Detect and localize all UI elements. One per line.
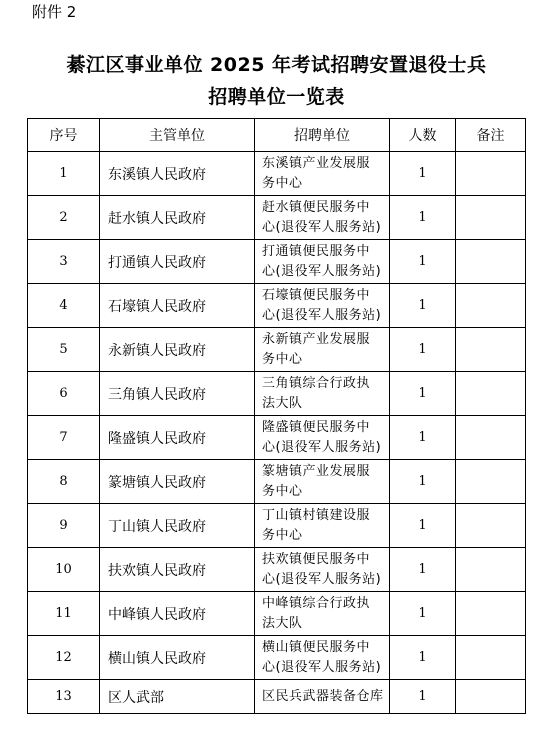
unit-line-1: 三角镇综合行政执 <box>262 375 371 391</box>
unit-line-2: 心(退役军人服务站) <box>262 263 382 279</box>
cell-note <box>456 372 526 416</box>
cell-unit <box>255 196 390 240</box>
cell-count: 1 <box>390 152 456 196</box>
cell-note <box>456 460 526 504</box>
unit-line-2: 心(退役军人服务站) <box>262 219 382 235</box>
header-note: 备注 <box>456 119 526 152</box>
cell-dept: 丁山镇人民政府 <box>100 504 255 548</box>
cell-seq: 3 <box>28 240 100 284</box>
unit-line-2: 法大队 <box>262 395 303 411</box>
cell-count: 1 <box>390 548 456 592</box>
cell-count: 1 <box>390 372 456 416</box>
cell-note <box>456 636 526 680</box>
unit-line-1: 篆塘镇产业发展服 <box>262 463 371 479</box>
cell-dept: 扶欢镇人民政府 <box>100 548 255 592</box>
cell-seq: 4 <box>28 284 100 328</box>
unit-line-1: 区民兵武器装备仓库 <box>262 688 384 704</box>
cell-seq: 6 <box>28 372 100 416</box>
cell-dept: 隆盛镇人民政府 <box>100 416 255 460</box>
document-title-line-1: 綦江区事业单位 2025 年考试招聘安置退役士兵 <box>66 54 487 76</box>
table-row <box>28 636 526 680</box>
cell-dept: 东溪镇人民政府 <box>100 152 255 196</box>
cell-seq: 7 <box>28 416 100 460</box>
unit-line-1: 永新镇产业发展服 <box>262 331 371 347</box>
cell-count: 1 <box>390 504 456 548</box>
attachment-label: 附件 2 <box>32 3 77 21</box>
header-dept: 主管单位 <box>100 119 255 152</box>
cell-note <box>456 328 526 372</box>
header-count: 人数 <box>390 119 456 152</box>
cell-unit <box>255 592 390 636</box>
unit-line-1: 丁山镇村镇建设服 <box>262 507 371 523</box>
table-row <box>28 416 526 460</box>
cell-seq: 2 <box>28 196 100 240</box>
cell-count: 1 <box>390 240 456 284</box>
cell-note <box>456 592 526 636</box>
cell-count: 1 <box>390 196 456 240</box>
cell-count: 1 <box>390 284 456 328</box>
cell-unit <box>255 372 390 416</box>
table-row <box>28 240 526 284</box>
unit-line-2: 务中心 <box>262 351 303 367</box>
cell-seq: 1 <box>28 152 100 196</box>
cell-unit <box>255 636 390 680</box>
cell-note <box>456 548 526 592</box>
table-row <box>28 284 526 328</box>
cell-dept: 中峰镇人民政府 <box>100 592 255 636</box>
cell-unit <box>255 328 390 372</box>
cell-unit <box>255 504 390 548</box>
unit-line-1: 东溪镇产业发展服 <box>262 155 371 171</box>
cell-seq: 12 <box>28 636 100 680</box>
cell-count: 1 <box>390 416 456 460</box>
unit-line-1: 隆盛镇便民服务中 <box>262 419 371 435</box>
cell-unit <box>255 680 390 714</box>
cell-note <box>456 240 526 284</box>
table-row <box>28 548 526 592</box>
unit-line-2: 务中心 <box>262 527 303 543</box>
cell-seq: 8 <box>28 460 100 504</box>
cell-dept: 赶水镇人民政府 <box>100 196 255 240</box>
recruitment-table <box>27 118 526 714</box>
cell-dept: 区人武部 <box>100 680 255 714</box>
header-seq: 序号 <box>28 119 100 152</box>
unit-line-1: 中峰镇综合行政执 <box>262 595 371 611</box>
table-row <box>28 460 526 504</box>
unit-line-2: 心(退役军人服务站) <box>262 571 382 587</box>
unit-line-2: 心(退役军人服务站) <box>262 659 382 675</box>
cell-note <box>456 284 526 328</box>
cell-dept: 篆塘镇人民政府 <box>100 460 255 504</box>
cell-seq: 10 <box>28 548 100 592</box>
unit-line-2: 心(退役军人服务站) <box>262 439 382 455</box>
table-row <box>28 504 526 548</box>
cell-unit <box>255 548 390 592</box>
cell-count: 1 <box>390 328 456 372</box>
unit-line-1: 横山镇便民服务中 <box>262 639 371 655</box>
header-unit: 招聘单位 <box>255 119 390 152</box>
cell-note <box>456 504 526 548</box>
cell-seq: 13 <box>28 680 100 714</box>
cell-count: 1 <box>390 636 456 680</box>
cell-count: 1 <box>390 680 456 714</box>
cell-note <box>456 680 526 714</box>
unit-line-2: 法大队 <box>262 615 303 631</box>
table-row <box>28 372 526 416</box>
unit-line-1: 扶欢镇便民服务中 <box>262 551 371 567</box>
cell-unit <box>255 240 390 284</box>
table-row <box>28 196 526 240</box>
cell-dept: 石壕镇人民政府 <box>100 284 255 328</box>
cell-seq: 5 <box>28 328 100 372</box>
cell-count: 1 <box>390 460 456 504</box>
cell-unit <box>255 460 390 504</box>
cell-note <box>456 152 526 196</box>
cell-seq: 11 <box>28 592 100 636</box>
unit-line-2: 务中心 <box>262 175 303 191</box>
cell-unit <box>255 416 390 460</box>
cell-note <box>456 416 526 460</box>
unit-line-2: 心(退役军人服务站) <box>262 307 382 323</box>
document-title-line-2: 招聘单位一览表 <box>208 86 345 108</box>
cell-seq: 9 <box>28 504 100 548</box>
cell-dept: 永新镇人民政府 <box>100 328 255 372</box>
cell-dept: 打通镇人民政府 <box>100 240 255 284</box>
table-row <box>28 328 526 372</box>
cell-note <box>456 196 526 240</box>
unit-line-1: 石壕镇便民服务中 <box>262 287 371 303</box>
table-header-row <box>28 119 526 152</box>
cell-unit <box>255 284 390 328</box>
cell-dept: 三角镇人民政府 <box>100 372 255 416</box>
unit-line-2: 务中心 <box>262 483 303 499</box>
unit-line-1: 赶水镇便民服务中 <box>262 199 371 215</box>
table-body <box>28 152 526 714</box>
cell-dept: 横山镇人民政府 <box>100 636 255 680</box>
cell-count: 1 <box>390 592 456 636</box>
unit-line-1: 打通镇便民服务中 <box>262 243 371 259</box>
table-row <box>28 680 526 714</box>
cell-unit <box>255 152 390 196</box>
table-row <box>28 152 526 196</box>
table-row <box>28 592 526 636</box>
